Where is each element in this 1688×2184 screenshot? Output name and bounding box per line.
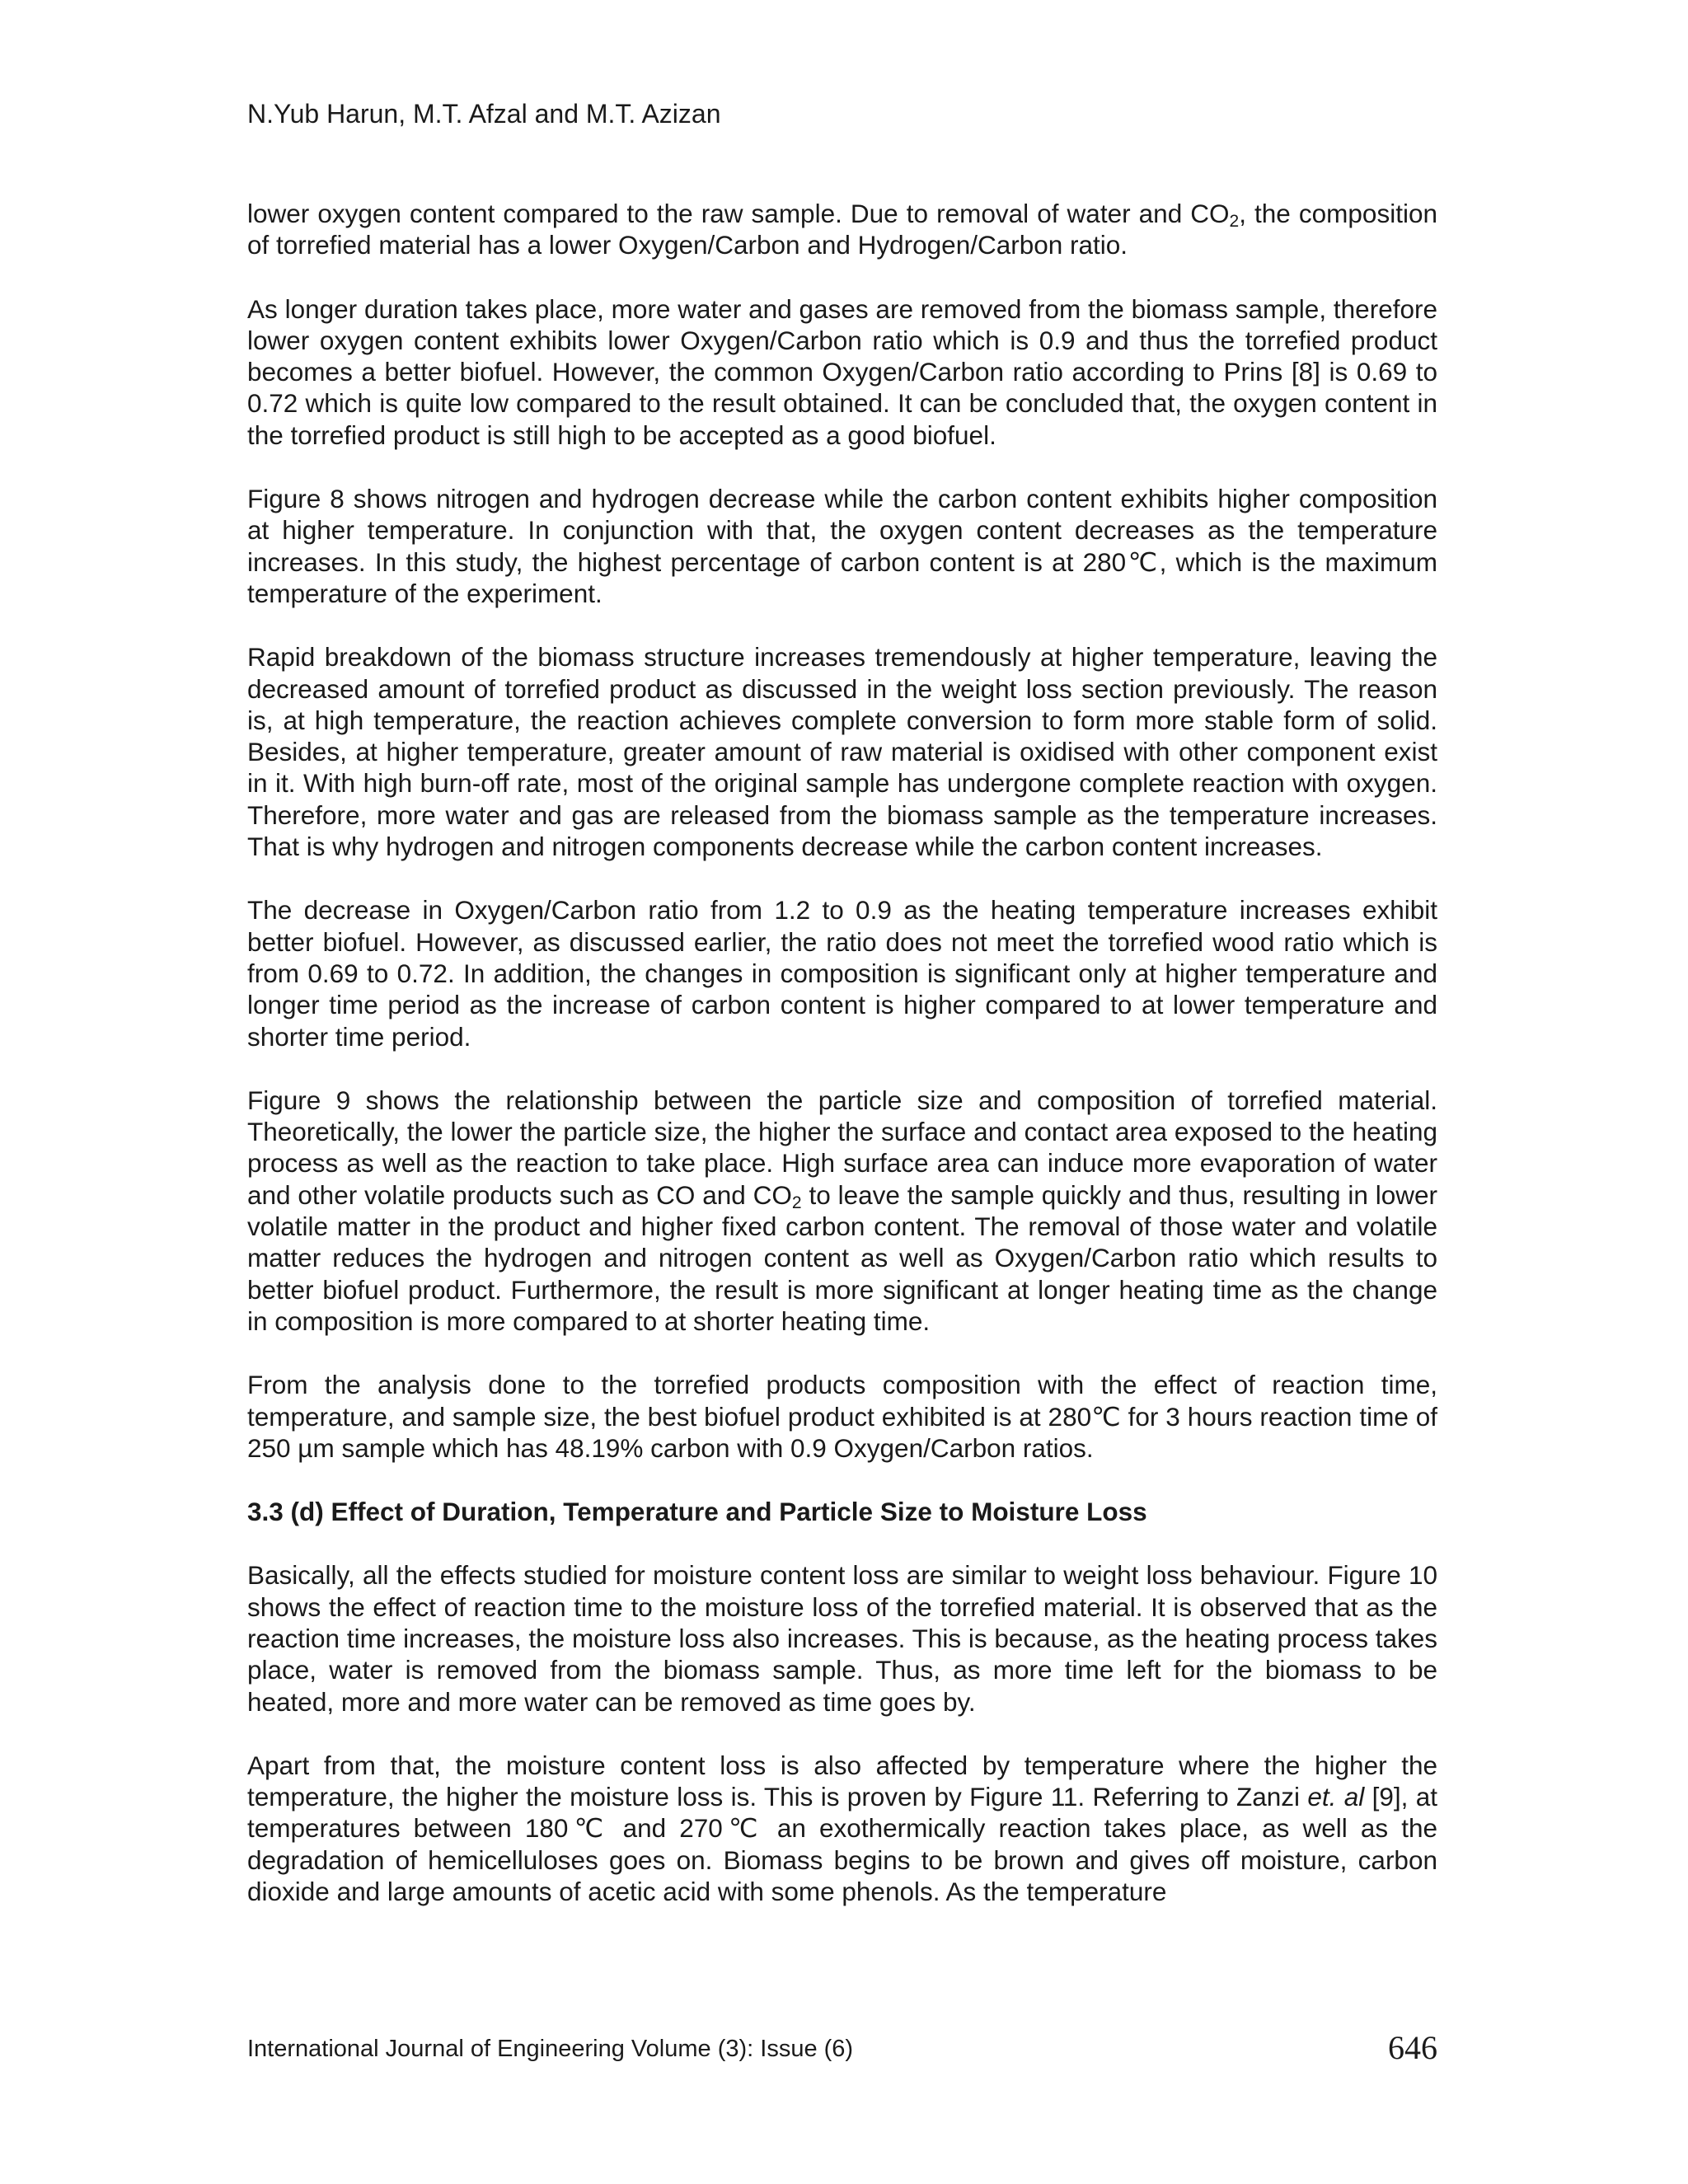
paragraph-1: lower oxygen content compared to the raw sample. Due to removal of water and $CO_2$, the composition of torrefied material has a lower Oxygen/Carbon and Hydrogen/Carbon ratio.	[247, 199, 1437, 260]
section-heading: 3.3 (d) Effect of Duration, Temperature and Particle Size to Moisture Loss	[247, 1497, 1147, 1527]
subscript: 2	[1229, 212, 1240, 231]
paragraph-6: Figure 9 shows the relationship between the particle size and composition of torrefied material. Theoretically, the lower the particle size, the higher the surface and contact area exposed to the heating process as well as the reaction to take place. High surface area can induce more evaporation of water and other volatile products such as CO and $CO_2$ to leave the sample quickly and thus, resulting in lower volatile matter in the product and higher fixed carbon content. The removal of those water and volatile matter reduces the hydrogen and nitrogen content as well as Oxygen/Carbon ratio which results to better biofuel product. Furthermore, the result is more significant at longer heating time as the change in composition is more compared to at shorter heating time.	[247, 1085, 1437, 1336]
paragraph-9: Apart from that, the moisture content loss is also affected by temperature where the higher the temperature, the higher the moisture loss is. This is proven by Figure 11. Referring to Zanzi et. al [9], at temperatures between 180℃ and 270℃ an exothermically reaction takes place, as well as the degradation of hemicelluloses goes on. Biomass begins to be brown and gives off moisture, carbon dioxide and large amounts of acetic acid with some phenols. As the temperature	[247, 1750, 1437, 1907]
journal-name: International Journal of Engineering Volume (3): Issue (6)	[247, 2036, 854, 2062]
citation-italic: et. al	[1307, 1782, 1365, 1812]
paragraph-3: Figure 8 shows nitrogen and hydrogen decrease while the carbon content exhibits higher composition at higher temperature. In conjunction with that, the oxygen content decreases as the temperature increases. In this study, the highest percentage of carbon content is at 280℃, which is the maximum temperature of the experiment.	[247, 484, 1437, 608]
paragraph-2: As longer duration takes place, more water and gases are removed from the biomass sample, therefore lower oxygen content exhibits lower Oxygen/Carbon ratio which is 0.9 and thus the torrefied product becomes a better biofuel. However, the common Oxygen/Carbon ratio according to Prins [8] is 0.69 to 0.72 which is quite low compared to the result obtained. It can be concluded that, the oxygen content in the torrefied product is still high to be accepted as a good biofuel.	[247, 293, 1437, 450]
paragraph-7: From the analysis done to the torrefied products composition with the effect of reaction time, temperature, and sample size, the best biofuel product exhibited is at 280℃ for 3 hours reaction time of 250 µm sample which has 48.19% carbon with 0.9 Oxygen/Carbon ratios.	[247, 1370, 1437, 1463]
subscript: 2	[791, 1193, 802, 1212]
running-header: N.Yub Harun, M.T. Afzal and M.T. Azizan	[247, 99, 721, 129]
article-body	[247, 198, 1437, 1939]
paragraph-8: Basically, all the effects studied for moisture content loss are similar to weight loss behaviour. Figure 10 shows the effect of reaction time to the moisture loss of the torrefied material. It is observed that as the reaction time increases, the moisture loss also increases. This is because, as the heating process takes place, water is removed from the biomass sample. Thus, as more time left for the biomass to be heated, more and more water can be removed as time goes by.	[247, 1560, 1437, 1717]
page-footer	[247, 2029, 1437, 2070]
paragraph-5: The decrease in Oxygen/Carbon ratio from 1.2 to 0.9 as the heating temperature increases exhibit better biofuel. However, as discussed earlier, the ratio does not meet the torrefied wood ratio which is from 0.69 to 0.72. In addition, the changes in composition is significant only at higher temperature and longer time period as the increase of carbon content is higher compared to at lower temperature and shorter time period.	[247, 895, 1437, 1052]
page-number: 646	[1388, 2029, 1437, 2066]
paragraph-4: Rapid breakdown of the biomass structure increases tremendously at higher temperature, leaving the decreased amount of torrefied product as discussed in the weight loss section previously. The reason is, at high temperature, the reaction achieves complete conversion to form more stable form of solid. Besides, at higher temperature, greater amount of raw material is oxidised with other component exist in it. With high burn-off rate, most of the original sample has undergone complete reaction with oxygen. Therefore, more water and gas are released from the biomass sample as the temperature increases. That is why hydrogen and nitrogen components decrease while the carbon content increases.	[247, 642, 1437, 862]
